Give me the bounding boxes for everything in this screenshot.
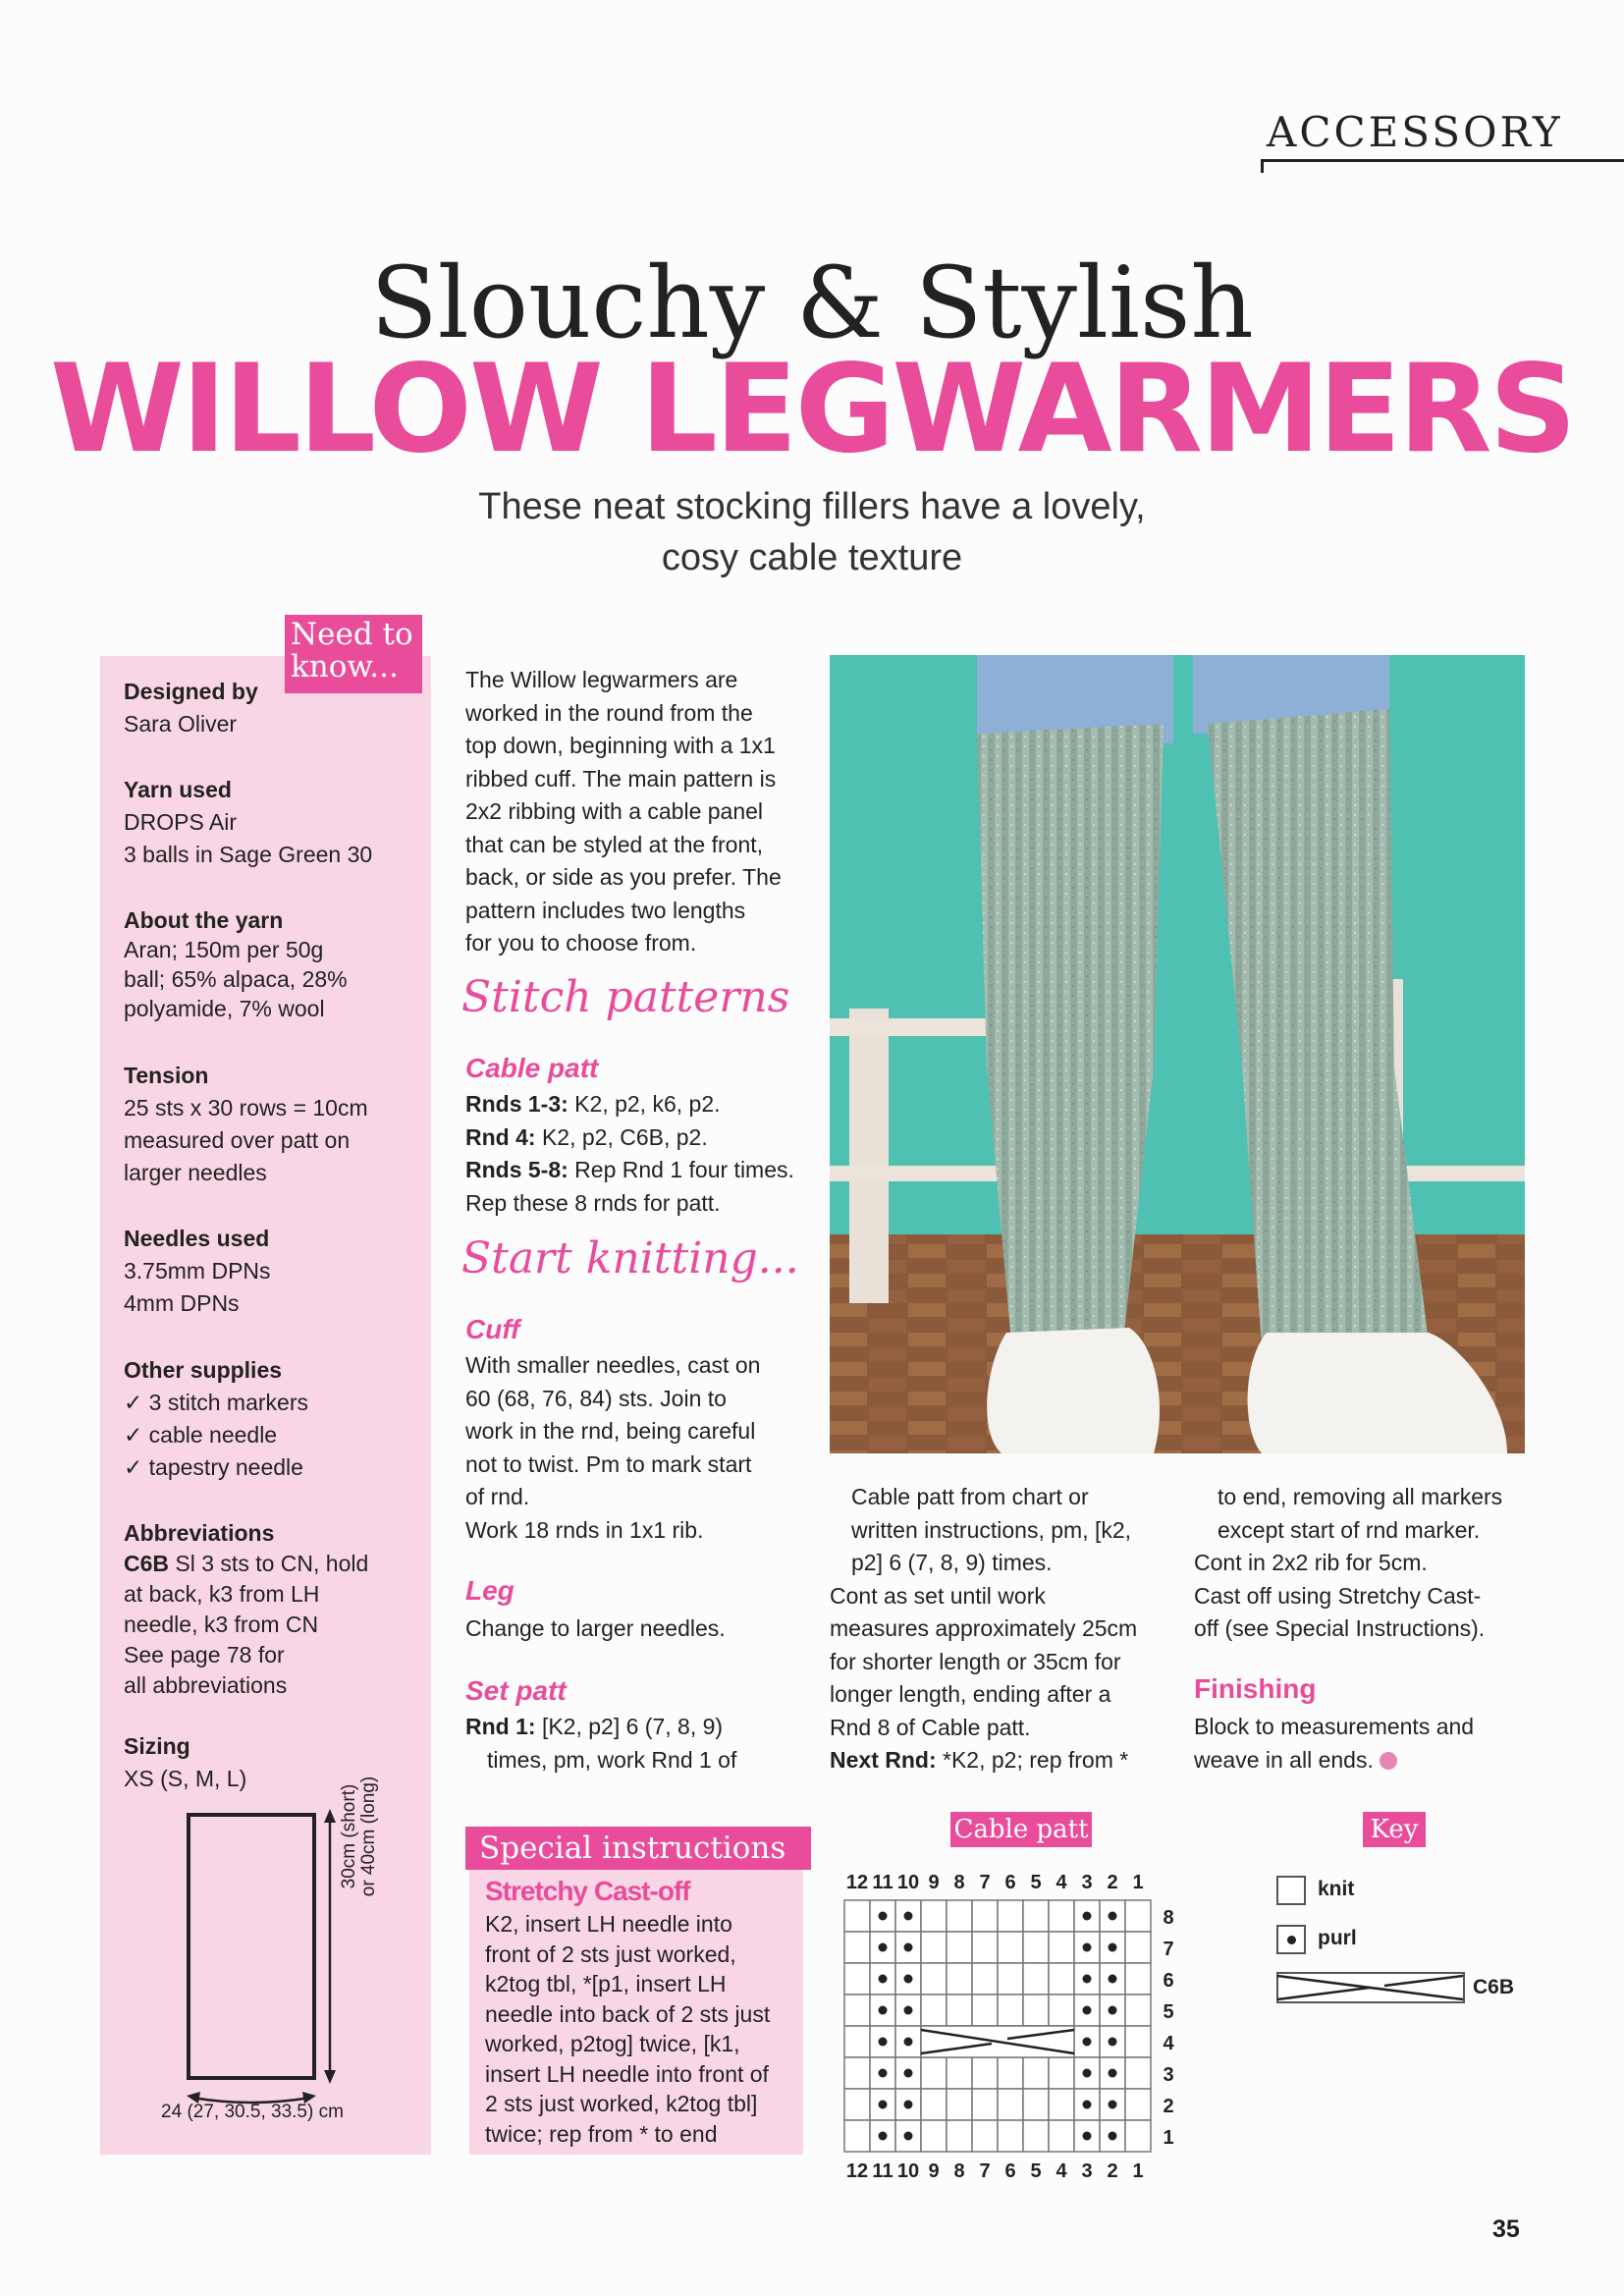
chart-cell bbox=[1125, 1963, 1151, 1995]
supplies-line: ✓ tapestry needle bbox=[124, 1454, 303, 1480]
intro-line: worked in the round from the bbox=[465, 699, 753, 726]
chart-row-label: 2 bbox=[1163, 2096, 1174, 2117]
purl-dot bbox=[904, 1975, 913, 1984]
purl-dot bbox=[904, 1943, 913, 1952]
page-title: WILLOW LEGWARMERS bbox=[50, 339, 1574, 480]
chart-column-label: 1 bbox=[1132, 1872, 1144, 1893]
stitch-patterns-heading: Stitch patterns bbox=[461, 972, 790, 1022]
finishing-text bbox=[1194, 1711, 1587, 1777]
col3-line: Cont as set until work bbox=[830, 1582, 1046, 1609]
col3-line: p2] 6 (7, 8, 9) times. bbox=[851, 1550, 1053, 1575]
height-label-line: 30cm (short) bbox=[339, 1783, 359, 1889]
designed-by-value: Sara Oliver bbox=[124, 711, 238, 737]
other-supplies bbox=[124, 1354, 418, 1484]
chart-cell bbox=[947, 1900, 972, 1932]
leg-text: Change to larger needles. bbox=[465, 1615, 726, 1641]
cable-patt-text bbox=[465, 1088, 819, 1220]
chart-cell bbox=[972, 2120, 998, 2152]
cable-row bbox=[465, 1121, 819, 1155]
set-line bbox=[465, 1711, 819, 1744]
chart-cell bbox=[947, 2057, 972, 2089]
special-line: K2, insert LH needle into bbox=[485, 1911, 732, 1937]
chart-row-label: 5 bbox=[1163, 2001, 1174, 2023]
cuff-line: With smaller needles, cast on bbox=[465, 1352, 761, 1378]
arrow-head bbox=[324, 1809, 336, 1823]
purl-symbol bbox=[1276, 1925, 1306, 1954]
kicker: Slouchy & Stylish bbox=[370, 246, 1254, 360]
designed-by-label: Designed by bbox=[124, 679, 258, 704]
tab-line: know... bbox=[291, 649, 399, 684]
chart-cell bbox=[844, 2089, 870, 2120]
needles-used bbox=[124, 1223, 418, 1320]
abbrev-line: needle, k3 from CN bbox=[124, 1612, 319, 1637]
chart-column-label: 8 bbox=[953, 1872, 965, 1893]
finishing-line: Block to measurements and bbox=[1194, 1714, 1475, 1739]
supplies-label: Other supplies bbox=[124, 1357, 283, 1383]
chart-column-label: 11 bbox=[872, 1872, 893, 1893]
chart-cell bbox=[921, 1963, 947, 1995]
section-rule-tick bbox=[1261, 159, 1264, 173]
cuff-line: of rnd. bbox=[465, 1484, 530, 1509]
purl-key-label: purl bbox=[1318, 1927, 1357, 1949]
special-line: k2tog tbl, *[p1, insert LH bbox=[485, 1971, 727, 1996]
chart-row-label: 6 bbox=[1163, 1970, 1174, 1992]
chart-cell bbox=[947, 1995, 972, 2026]
intro-line: The Willow legwarmers are bbox=[465, 667, 738, 692]
chart-cell bbox=[1023, 1995, 1049, 2026]
purl-dot bbox=[1109, 1912, 1117, 1921]
chart-cell bbox=[1023, 2120, 1049, 2152]
purl-dot bbox=[1109, 1943, 1117, 1952]
purl-dot bbox=[879, 2038, 888, 2047]
yarn-used bbox=[124, 774, 418, 871]
intro-line: ribbed cuff. The main pattern is bbox=[465, 765, 777, 792]
width-label: 24 (27, 30.5, 33.5) cm bbox=[161, 2102, 344, 2122]
knit-symbol bbox=[1276, 1876, 1306, 1905]
set-patt-text bbox=[465, 1711, 819, 1777]
col3-line: Rnd 8 of Cable patt. bbox=[830, 1714, 1031, 1740]
cuff-line: not to twist. Pm to mark start bbox=[465, 1450, 752, 1477]
chart-cell bbox=[1125, 2120, 1151, 2152]
purl-dot bbox=[1109, 2132, 1117, 2141]
col4-text bbox=[1194, 1481, 1587, 1646]
purl-dot bbox=[1109, 2038, 1117, 2047]
purl-dot bbox=[904, 2132, 913, 2141]
chart-cell bbox=[998, 1963, 1023, 1995]
chart-cell bbox=[844, 2026, 870, 2057]
needles-line: 4mm DPNs bbox=[124, 1290, 240, 1316]
standfirst-line: cosy cable texture bbox=[661, 537, 963, 578]
chart-cell bbox=[972, 1963, 998, 1995]
chart-column-label: 12 bbox=[845, 1872, 869, 1893]
row-text: Rep Rnd 1 four times. bbox=[568, 1157, 794, 1182]
intro-text bbox=[465, 664, 819, 960]
purl-dot bbox=[904, 2006, 913, 2015]
chart-column-label: 10 bbox=[896, 2160, 920, 2182]
chart-cell bbox=[921, 2057, 947, 2089]
chart-cell bbox=[972, 1900, 998, 1932]
tab-line: Need to bbox=[291, 617, 413, 652]
abbrev-line: at back, k3 from LH bbox=[124, 1581, 320, 1607]
key-label: Key bbox=[1363, 1812, 1426, 1847]
next-rnd-label: Next Rnd: bbox=[830, 1747, 937, 1773]
chart-cell bbox=[1049, 1963, 1074, 1995]
supplies-line: ✓ cable needle bbox=[124, 1422, 278, 1448]
chart-cell bbox=[1049, 1900, 1074, 1932]
col3-line bbox=[830, 1744, 1193, 1777]
chart-cell bbox=[947, 1932, 972, 1963]
chart-column-label: 8 bbox=[953, 2160, 965, 2182]
row-text: K2, p2, k6, p2. bbox=[568, 1091, 721, 1117]
chart-cell bbox=[1049, 1932, 1074, 1963]
chart-cell bbox=[844, 1995, 870, 2026]
cuff-line: 60 (68, 76, 84) sts. Join to bbox=[465, 1385, 727, 1411]
abbrev-line: See page 78 for bbox=[124, 1642, 285, 1667]
height-label-line: or 40cm (long) bbox=[358, 1776, 379, 1897]
col4-line: to end, removing all markers bbox=[1218, 1484, 1503, 1509]
chart-cell bbox=[972, 1932, 998, 1963]
col3-text bbox=[830, 1481, 1193, 1777]
repeat-line: Rep these 8 rnds for patt. bbox=[465, 1189, 721, 1216]
sizing-label: Sizing bbox=[124, 1733, 190, 1759]
finishing-heading: Finishing bbox=[1194, 1673, 1317, 1704]
special-line: needle into back of 2 sts just bbox=[485, 2000, 771, 2027]
intro-line: pattern includes two lengths bbox=[465, 897, 746, 923]
chart-cell bbox=[921, 1900, 947, 1932]
purl-dot bbox=[1083, 2006, 1092, 2015]
special-text bbox=[485, 1909, 809, 2149]
chart-column-label: 5 bbox=[1030, 2160, 1042, 2182]
chart-cell bbox=[844, 1900, 870, 1932]
chart-cell bbox=[1125, 2057, 1151, 2089]
row-text: K2, p2, C6B, p2. bbox=[535, 1123, 708, 1150]
purl-dot bbox=[1083, 1912, 1092, 1921]
chair-leg bbox=[849, 1009, 889, 1303]
chart-column-label: 6 bbox=[1004, 1872, 1016, 1893]
chart-column-label: 10 bbox=[896, 1872, 920, 1893]
designed-by bbox=[124, 676, 418, 740]
chart-cell bbox=[1023, 2057, 1049, 2089]
chart-cell bbox=[1049, 2057, 1074, 2089]
chart-row-label: 1 bbox=[1163, 2127, 1174, 2149]
abbrev-label: Abbreviations bbox=[124, 1520, 275, 1546]
chart-cell bbox=[998, 2089, 1023, 2120]
chart-cell bbox=[1125, 2089, 1151, 2120]
chart-cell bbox=[1125, 1995, 1151, 2026]
set-first: [K2, p2] 6 (7, 8, 9) bbox=[535, 1714, 724, 1739]
chart-cell bbox=[1023, 2089, 1049, 2120]
purl-dot bbox=[1109, 1975, 1117, 1984]
standfirst bbox=[0, 481, 1624, 583]
chart-column-label: 9 bbox=[928, 2160, 940, 2182]
needles-label: Needles used bbox=[124, 1226, 270, 1251]
abbreviations bbox=[124, 1518, 418, 1701]
sneaker-left bbox=[987, 1328, 1160, 1453]
special-instructions-heading: Special instructions bbox=[465, 1827, 811, 1870]
purl-dot bbox=[904, 2101, 913, 2109]
yarn-ball-icon bbox=[1380, 1752, 1397, 1770]
chart-column-label: 11 bbox=[872, 2160, 893, 2182]
finishing-line: weave in all ends. bbox=[1194, 1744, 1587, 1777]
purl-dot bbox=[1109, 2006, 1117, 2015]
cuff-heading: Cuff bbox=[465, 1314, 520, 1344]
chart-column-label: 2 bbox=[1107, 1872, 1118, 1893]
purl-dot bbox=[904, 2069, 913, 2078]
chart-cell bbox=[947, 2120, 972, 2152]
purl-dot bbox=[904, 1912, 913, 1921]
purl-dot bbox=[1083, 2132, 1092, 2141]
needles-line: 3.75mm DPNs bbox=[124, 1258, 271, 1284]
standfirst-line: These neat stocking fillers have a lovely, bbox=[478, 486, 1146, 527]
chart-cell bbox=[972, 1995, 998, 2026]
chart-column-label: 4 bbox=[1056, 1872, 1067, 1893]
chart-column-label: 6 bbox=[1004, 2160, 1016, 2182]
col3-line: measures approximately 25cm bbox=[830, 1615, 1138, 1641]
yarn-line: 3 balls in Sage Green 30 bbox=[124, 842, 373, 867]
sizing-value: XS (S, M, L) bbox=[124, 1766, 247, 1791]
chart-column-label: 12 bbox=[845, 2160, 869, 2182]
tension-line: measured over patt on bbox=[124, 1127, 351, 1153]
chart-cell bbox=[1023, 1932, 1049, 1963]
chart-cell bbox=[1049, 1995, 1074, 2026]
chart-cell bbox=[1125, 1932, 1151, 1963]
cable-row bbox=[465, 1154, 819, 1187]
chart-row-label: 8 bbox=[1163, 1907, 1174, 1929]
chart-cell bbox=[1023, 1900, 1049, 1932]
purl-dot bbox=[879, 2132, 888, 2141]
cable-chart bbox=[835, 1861, 1247, 2195]
chart-column-label: 4 bbox=[1056, 2160, 1067, 2182]
legwarmers-photo bbox=[830, 655, 1525, 1453]
chart-row-label: 3 bbox=[1163, 2064, 1174, 2086]
purl-dot bbox=[879, 2006, 888, 2015]
chart-cell bbox=[844, 2057, 870, 2089]
purl-dot bbox=[1083, 2038, 1092, 2047]
chart-cell bbox=[998, 2057, 1023, 2089]
set-patt-heading: Set patt bbox=[465, 1675, 567, 1706]
chart-cell bbox=[921, 1932, 947, 1963]
purl-dot bbox=[1109, 2101, 1117, 2109]
chart-cell bbox=[972, 2057, 998, 2089]
chart-cell bbox=[844, 1963, 870, 1995]
purl-dot bbox=[1083, 1943, 1092, 1952]
row-label: Rnds 1-3: bbox=[465, 1091, 568, 1117]
cable-patt-heading: Cable patt bbox=[465, 1053, 599, 1083]
chart-cell bbox=[998, 1932, 1023, 1963]
c6b-symbol bbox=[1276, 1972, 1465, 2003]
purl-dot bbox=[1083, 1975, 1092, 1984]
knit-key-label: knit bbox=[1318, 1878, 1355, 1900]
intro-line: top down, beginning with a 1x1 bbox=[465, 733, 776, 758]
chart-cell bbox=[947, 2089, 972, 2120]
abbrev-term: C6B bbox=[124, 1551, 170, 1576]
chart-column-label: 2 bbox=[1107, 2160, 1118, 2182]
intro-line: for you to choose from. bbox=[465, 930, 697, 956]
special-line: front of 2 sts just worked, bbox=[485, 1941, 736, 1967]
special-line: worked, p2tog] twice, [k1, bbox=[485, 2031, 740, 2056]
col4-line: Cast off using Stretchy Cast- bbox=[1194, 1582, 1482, 1609]
intro-line: 2x2 ribbing with a cable panel bbox=[465, 798, 764, 824]
arrow-head bbox=[324, 2070, 336, 2084]
abbrev-line: all abbreviations bbox=[124, 1672, 288, 1698]
chart-column-label: 9 bbox=[928, 1872, 940, 1893]
chart-row-label: 7 bbox=[1163, 1939, 1174, 1960]
chart-cell bbox=[998, 1995, 1023, 2026]
set-label: Rnd 1: bbox=[465, 1714, 536, 1739]
purl-dot bbox=[879, 2101, 888, 2109]
section-tag: ACCESSORY bbox=[1267, 108, 1563, 156]
purl-dot-icon bbox=[1287, 1936, 1296, 1944]
cable-row bbox=[465, 1088, 819, 1121]
supplies-line: ✓ 3 stitch markers bbox=[124, 1390, 308, 1415]
chair-rail bbox=[830, 1018, 997, 1036]
col3-line: Cable patt from chart or bbox=[851, 1484, 1089, 1509]
row-label: Rnds 5-8: bbox=[465, 1157, 568, 1182]
chart-cell bbox=[998, 2120, 1023, 2152]
chart-cell bbox=[998, 1900, 1023, 1932]
tension bbox=[124, 1060, 418, 1189]
chart-column-label: 3 bbox=[1081, 2160, 1093, 2182]
col4-line: Cont in 2x2 rib for 5cm. bbox=[1194, 1550, 1428, 1575]
chart-column-label: 1 bbox=[1132, 2160, 1144, 2182]
col3-line: longer length, ending after a bbox=[830, 1681, 1111, 1707]
cuff-text bbox=[465, 1349, 819, 1547]
tension-line: larger needles bbox=[124, 1160, 267, 1185]
intro-line: that can be styled at the front, bbox=[465, 831, 764, 857]
purl-dot bbox=[904, 2038, 913, 2047]
chair-rail bbox=[830, 1166, 997, 1181]
abbrev-line bbox=[124, 1549, 418, 1579]
col4-line: except start of rnd marker. bbox=[1218, 1516, 1481, 1543]
about-yarn bbox=[124, 905, 418, 1023]
yarn-label: Yarn used bbox=[124, 777, 232, 802]
chart-column-label: 7 bbox=[979, 2160, 991, 2182]
purl-dot bbox=[879, 1912, 888, 1921]
row-label: Rnd 4: bbox=[465, 1123, 536, 1150]
about-line: polyamide, 7% wool bbox=[124, 996, 325, 1021]
page-number: 35 bbox=[1492, 2215, 1520, 2243]
chart-cell bbox=[1125, 2026, 1151, 2057]
cuff-line: work in the rnd, being careful bbox=[465, 1418, 756, 1444]
leg-heading: Leg bbox=[465, 1575, 514, 1606]
special-line: insert LH needle into front of bbox=[485, 2060, 769, 2087]
cuff-line: Work 18 rnds in 1x1 rib. bbox=[465, 1516, 704, 1543]
special-line: 2 sts just worked, k2tog tbl] bbox=[485, 2091, 758, 2116]
stretchy-cast-off-heading: Stretchy Cast-off bbox=[485, 1876, 690, 1906]
height-label bbox=[340, 1689, 379, 1984]
chart-column-label: 3 bbox=[1081, 1872, 1093, 1893]
about-line: ball; 65% alpaca, 28% bbox=[124, 966, 348, 992]
chart-cell bbox=[947, 1963, 972, 1995]
col3-line: for shorter length or 35cm for bbox=[830, 1648, 1121, 1674]
set-line: times, pm, work Rnd 1 of bbox=[487, 1746, 737, 1773]
yarn-line: DROPS Air bbox=[124, 809, 238, 835]
chart-label: Cable patt bbox=[950, 1812, 1092, 1847]
about-label: About the yarn bbox=[124, 907, 284, 933]
tension-label: Tension bbox=[124, 1063, 209, 1088]
intro-line: back, or side as you prefer. The bbox=[465, 864, 782, 890]
chart-cell bbox=[844, 1932, 870, 1963]
special-line: twice; rep from * to end bbox=[485, 2120, 718, 2147]
chart-row-label: 4 bbox=[1163, 2033, 1174, 2054]
chart-cell bbox=[1049, 2089, 1074, 2120]
chart-cell bbox=[844, 2120, 870, 2152]
tension-line: 25 sts x 30 rows = 10cm bbox=[124, 1095, 368, 1121]
purl-dot bbox=[1083, 2069, 1092, 2078]
chart-column-label: 7 bbox=[979, 1872, 991, 1893]
purl-dot bbox=[1083, 2101, 1092, 2109]
abbrev-def: Sl 3 sts to CN, hold bbox=[169, 1551, 369, 1576]
chart-cell bbox=[921, 2120, 947, 2152]
chart-column-label: 5 bbox=[1030, 1872, 1042, 1893]
next-rnd-text: *K2, p2; rep from * bbox=[936, 1747, 1129, 1773]
col3-line: written instructions, pm, [k2, bbox=[851, 1516, 1132, 1543]
section-rule bbox=[1261, 159, 1624, 162]
chart-cell bbox=[972, 2089, 998, 2120]
purl-dot bbox=[879, 1943, 888, 1952]
purl-dot bbox=[879, 1975, 888, 1984]
chart-cell bbox=[1125, 1900, 1151, 1932]
legwarmer-outline bbox=[189, 1815, 314, 2078]
chart-cell bbox=[921, 1995, 947, 2026]
chart-cell bbox=[921, 2089, 947, 2120]
purl-dot bbox=[879, 2069, 888, 2078]
about-line: Aran; 150m per 50g bbox=[124, 937, 324, 962]
chart-cell bbox=[1049, 2120, 1074, 2152]
c6b-key-label: C6B bbox=[1473, 1976, 1515, 1998]
purl-dot bbox=[1109, 2069, 1117, 2078]
start-knitting-heading: Start knitting... bbox=[461, 1233, 799, 1284]
chart-cell bbox=[1023, 1963, 1049, 1995]
col4-line: off (see Special Instructions). bbox=[1194, 1615, 1486, 1641]
